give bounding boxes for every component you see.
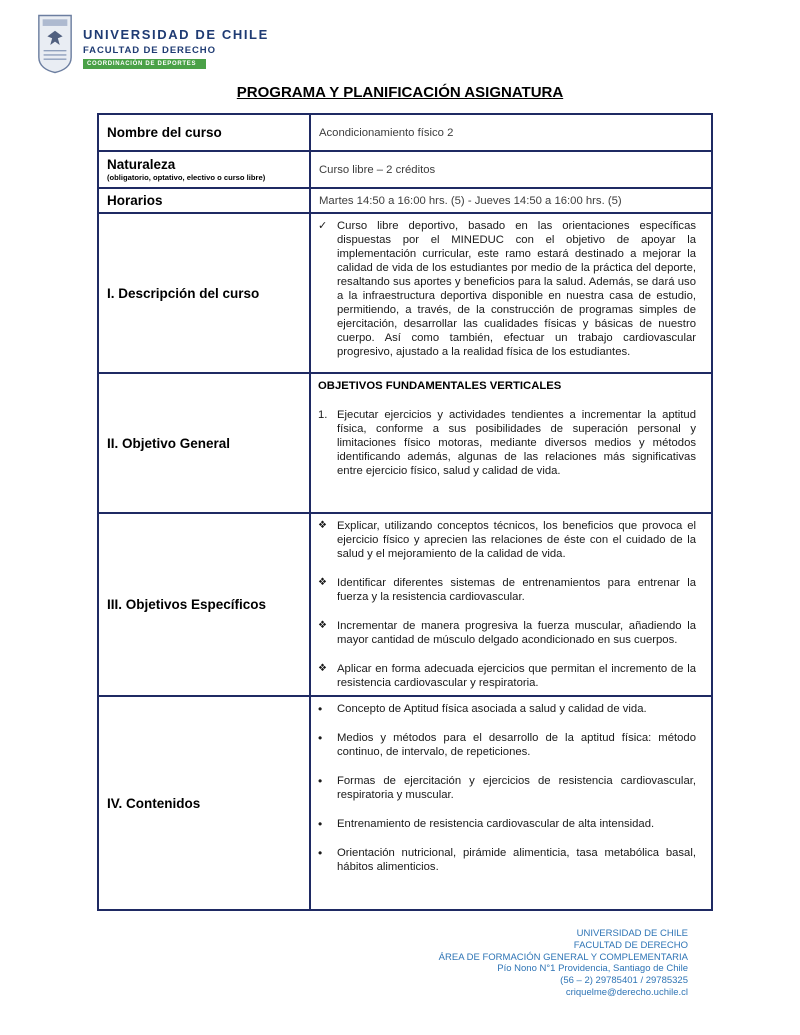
- dot-bullet-icon: •: [318, 774, 323, 788]
- list-item-text: Incrementar de manera progresiva la fuerza muscular, añadiendo la mayor cantidad de músculo delgado acondicionado en sus cuerpos.: [337, 620, 696, 646]
- row-label-cell: [99, 374, 311, 512]
- document-header: [36, 14, 269, 74]
- naturaleza-label: Naturaleza: [107, 157, 176, 172]
- dot-bullet-icon: •: [318, 817, 323, 831]
- list-item: [311, 619, 703, 647]
- department-banner: COORDINACIÓN DE DEPORTES: [83, 59, 206, 69]
- row-label-cell: [99, 152, 311, 187]
- objetivo-general-text: Ejecutar ejercicios y actividades tendientes a incrementar la aptitud física, conforme a sus posibilidades de superación personal y limitaciones físico motoras, mediante diversos medios y métodos identificando además, algunas de las relaciones más significativas entre ejercicio físico, salud y calidad de vida.: [337, 409, 696, 477]
- list-item-text: Entrenamiento de resistencia cardiovascular de alta intensidad.: [337, 818, 655, 830]
- objetivo-general-item: [311, 408, 703, 478]
- dot-bullet-icon: •: [318, 846, 323, 860]
- list-item: [311, 774, 703, 802]
- item-number: 1.: [318, 409, 328, 421]
- footer-email-link[interactable]: criquelme@derecho.uchile.cl: [565, 986, 688, 998]
- list-item: [311, 702, 703, 716]
- list-item: [311, 519, 703, 561]
- horarios-label: Horarios: [107, 193, 163, 208]
- row-value-cell: [311, 189, 711, 212]
- table-row-horarios: [99, 187, 711, 212]
- nombre-label: Nombre del curso: [107, 125, 222, 140]
- table-row-objetivo-general: [99, 372, 711, 512]
- table-row-objetivos-especificos: [99, 512, 711, 695]
- footer-area: ÁREA DE FORMACIÓN GENERAL Y COMPLEMENTARIA: [438, 951, 688, 963]
- list-item-text: Aplicar en forma adecuada ejercicios que permitan el incremento de la resistencia cardiovascular y respiratoria.: [337, 663, 696, 689]
- diamond-bullet-icon: ❖: [318, 520, 327, 531]
- naturaleza-sublabel: (obligatorio, optativo, electivo o curso libre): [107, 173, 266, 182]
- descripcion-text: Curso libre deportivo, basado en las orientaciones específicas dispuestas por el MINEDUC con el objetivo de apoyar la implementación curricular, este ramo estará destinado a mejorar la calidad de vida de los estudiantes por medio de la práctica del deporte, resaltando sus aportes y beneficios para la salud. Además, se dará uso a la infraestructura deportiva disponible en nuestra casa de estudio, permitiendo, a través, de la construcción de programas simples de ejercitación, desarrollar las cualidades físicas y básicas de nuestro cuerpo. Así como también, efectuar un trabajo cardiovascular progresivo, ajustado a la realidad física de los estudiantes.: [337, 220, 696, 358]
- diamond-bullet-icon: ❖: [318, 577, 327, 588]
- table-row-descripcion: [99, 212, 711, 372]
- objetivo-general-heading: OBJETIVOS FUNDAMENTALES VERTICALES: [318, 380, 562, 392]
- footer-address: Pío Nono N°1 Providencia, Santiago de Chile: [497, 963, 688, 975]
- list-item-text: Orientación nutricional, pirámide alimenticia, tasa metabólica basal, hábitos alimenticios.: [337, 847, 696, 873]
- row-value-cell: [311, 115, 711, 150]
- row-label-cell: [99, 697, 311, 909]
- naturaleza-value: Curso libre – 2 créditos: [319, 163, 436, 176]
- row-value-cell: [311, 514, 711, 695]
- check-bullet-icon: ✓: [318, 220, 328, 232]
- row-label-cell: [99, 214, 311, 372]
- list-item: [311, 846, 703, 874]
- row-label-cell: [99, 514, 311, 695]
- program-table: [97, 113, 713, 911]
- footer-phone: (56 – 2) 29785401 / 29785325: [560, 975, 688, 987]
- list-item: [311, 817, 703, 831]
- table-row-naturaleza: [99, 150, 711, 187]
- list-item: [311, 731, 703, 759]
- footer-contact-block: [439, 928, 688, 999]
- objetivo-general-label: II. Objetivo General: [107, 435, 231, 451]
- faculty-name: FACULTAD DE DERECHO: [83, 45, 216, 56]
- row-value-cell: [311, 374, 711, 512]
- page-title: PROGRAMA Y PLANIFICACIÓN ASIGNATURA: [236, 84, 564, 101]
- list-item-text: Explicar, utilizando conceptos técnicos, los beneficios que provoca el ejercicio físico y aprecien las relaciones de éste con el cuidado de la salud y el mejoramiento de la calidad de vida.: [337, 520, 696, 560]
- diamond-bullet-icon: ❖: [318, 620, 327, 631]
- row-value-cell: [311, 697, 711, 909]
- university-crest-logo: [36, 14, 74, 74]
- descripcion-paragraph: [311, 219, 703, 359]
- dot-bullet-icon: •: [318, 731, 323, 745]
- list-item: [311, 576, 703, 604]
- horarios-value: Martes 14:50 a 16:00 hrs. (5) - Jueves 14:50 a 16:00 hrs. (5): [319, 194, 622, 207]
- footer-faculty: FACULTAD DE DERECHO: [573, 939, 688, 951]
- footer-university: UNIVERSIDAD DE CHILE: [576, 928, 688, 939]
- list-item-text: Medios y métodos para el desarrollo de la aptitud física: método continuo, de intervalo, de repeticiones.: [337, 732, 696, 758]
- nombre-value: Acondicionamiento físico 2: [319, 126, 454, 139]
- list-item-text: Concepto de Aptitud física asociada a salud y calidad de vida.: [337, 703, 647, 715]
- list-item: [311, 662, 703, 690]
- descripcion-label: I. Descripción del curso: [107, 285, 260, 301]
- contenidos-label: IV. Contenidos: [107, 795, 201, 811]
- university-name: UNIVERSIDAD DE CHILE: [83, 27, 269, 42]
- list-item-text: Identificar diferentes sistemas de entrenamientos para entrenar la fuerza y la resistencia cardiovascular.: [337, 577, 696, 603]
- row-value-cell: [311, 214, 711, 372]
- header-text-block: [83, 14, 269, 69]
- list-item-text: Formas de ejercitación y ejercicios de resistencia cardiovascular, respiratoria y muscular.: [337, 775, 696, 801]
- row-value-cell: [311, 152, 711, 187]
- dot-bullet-icon: •: [318, 702, 323, 716]
- table-row-nombre: [99, 115, 711, 150]
- row-label-cell: [99, 115, 311, 150]
- objetivos-especificos-label: III. Objetivos Específicos: [107, 597, 267, 612]
- row-label-cell: [99, 189, 311, 212]
- table-row-contenidos: [99, 695, 711, 909]
- diamond-bullet-icon: ❖: [318, 663, 327, 674]
